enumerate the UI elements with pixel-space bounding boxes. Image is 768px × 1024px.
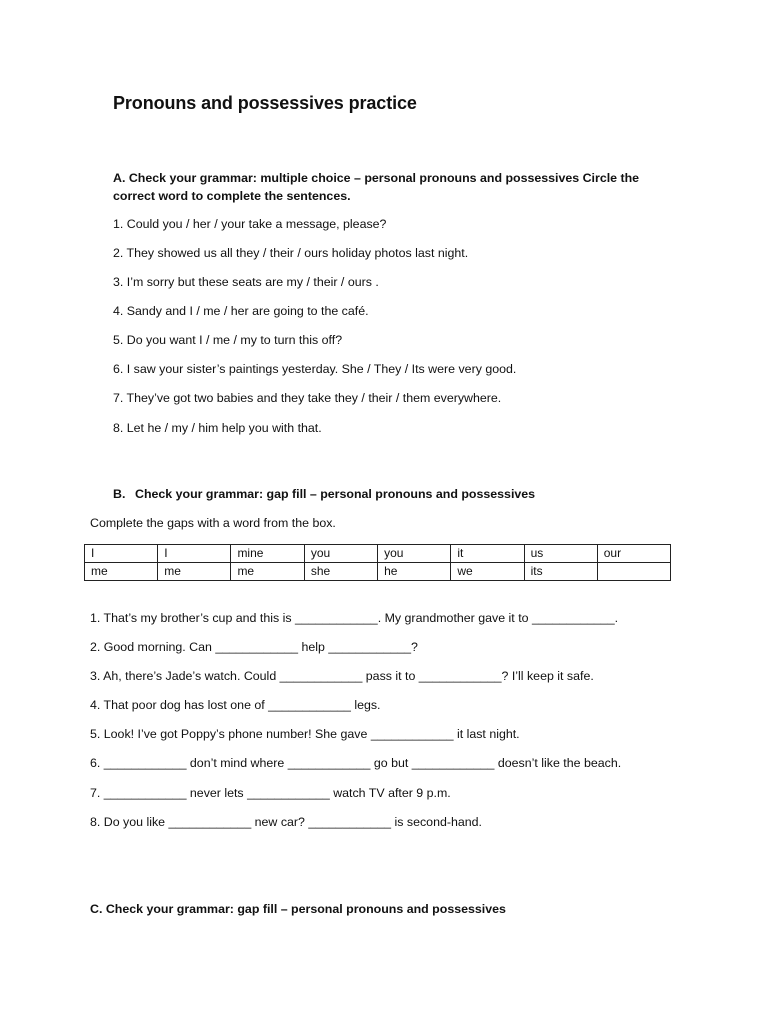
word-box-cell: he bbox=[378, 563, 451, 581]
section-b-heading bbox=[113, 487, 535, 501]
word-box-cell: us bbox=[524, 545, 597, 563]
section-a-question: 6. I saw your sister’s paintings yesterday. She / They / Its were very good. bbox=[113, 362, 517, 376]
section-b-question: 4. That poor dog has lost one of ____________ legs. bbox=[90, 698, 381, 712]
word-box-cell: you bbox=[304, 545, 377, 563]
word-box-cell: you bbox=[378, 545, 451, 563]
section-b-instructions: Complete the gaps with a word from the box. bbox=[90, 516, 336, 530]
word-box-cell: our bbox=[597, 545, 670, 563]
section-b-question: 2. Good morning. Can ____________ help ____________? bbox=[90, 640, 418, 654]
section-a-question: 1. Could you / her / your take a message, please? bbox=[113, 217, 387, 231]
section-a-question: 4. Sandy and I / me / her are going to the café. bbox=[113, 304, 369, 318]
page-title: Pronouns and possessives practice bbox=[113, 93, 417, 113]
word-box-cell: she bbox=[304, 563, 377, 581]
word-box-cell: it bbox=[451, 545, 524, 563]
section-b-question: 7. ____________ never lets ____________ watch TV after 9 p.m. bbox=[90, 786, 451, 800]
section-b-heading-text: Check your grammar: gap fill – personal pronouns and possessives bbox=[135, 487, 536, 501]
section-a-question: 8. Let he / my / him help you with that. bbox=[113, 421, 322, 435]
section-b-question: 5. Look! I’ve got Poppy’s phone number! She gave ____________ it last night. bbox=[90, 727, 520, 741]
section-b-letter: B. bbox=[113, 487, 126, 501]
word-box-cell: I bbox=[85, 545, 158, 563]
word-box-cell: I bbox=[158, 545, 231, 563]
word-box-cell bbox=[597, 563, 670, 581]
word-box-cell: we bbox=[451, 563, 524, 581]
section-a-heading: A. Check your grammar: multiple choice – personal pronouns and possessives Circle the correct word to complete the sentences. bbox=[113, 171, 640, 203]
section-a-question: 7. They’ve got two babies and they take they / their / them everywhere. bbox=[113, 391, 502, 405]
section-b-question: 8. Do you like ____________ new car? ____________ is second-hand. bbox=[90, 815, 482, 829]
word-box-row bbox=[85, 563, 671, 581]
word-box-cell: mine bbox=[231, 545, 304, 563]
section-b-question: 3. Ah, there’s Jade’s watch. Could ____________ pass it to ____________? I’ll keep it safe. bbox=[90, 669, 594, 683]
section-c-heading: C. Check your grammar: gap fill – personal pronouns and possessives bbox=[90, 902, 506, 916]
section-a-question: 3. I’m sorry but these seats are my / their / ours . bbox=[113, 275, 379, 289]
section-b-question: 1. That’s my brother’s cup and this is ____________. My grandmother gave it to ____________. bbox=[90, 611, 619, 625]
section-a-question: 5. Do you want I / me / my to turn this off? bbox=[113, 333, 343, 347]
section-a-question: 2. They showed us all they / their / ours holiday photos last night. bbox=[113, 246, 469, 260]
word-box-cell: me bbox=[85, 563, 158, 581]
word-box-cell: me bbox=[158, 563, 231, 581]
word-box bbox=[84, 544, 671, 581]
word-box-row bbox=[85, 545, 671, 563]
word-box-cell: its bbox=[524, 563, 597, 581]
section-b-question: 6. ____________ don’t mind where ____________ go but ____________ doesn’t like the beach. bbox=[90, 756, 622, 770]
word-box-cell: me bbox=[231, 563, 304, 581]
